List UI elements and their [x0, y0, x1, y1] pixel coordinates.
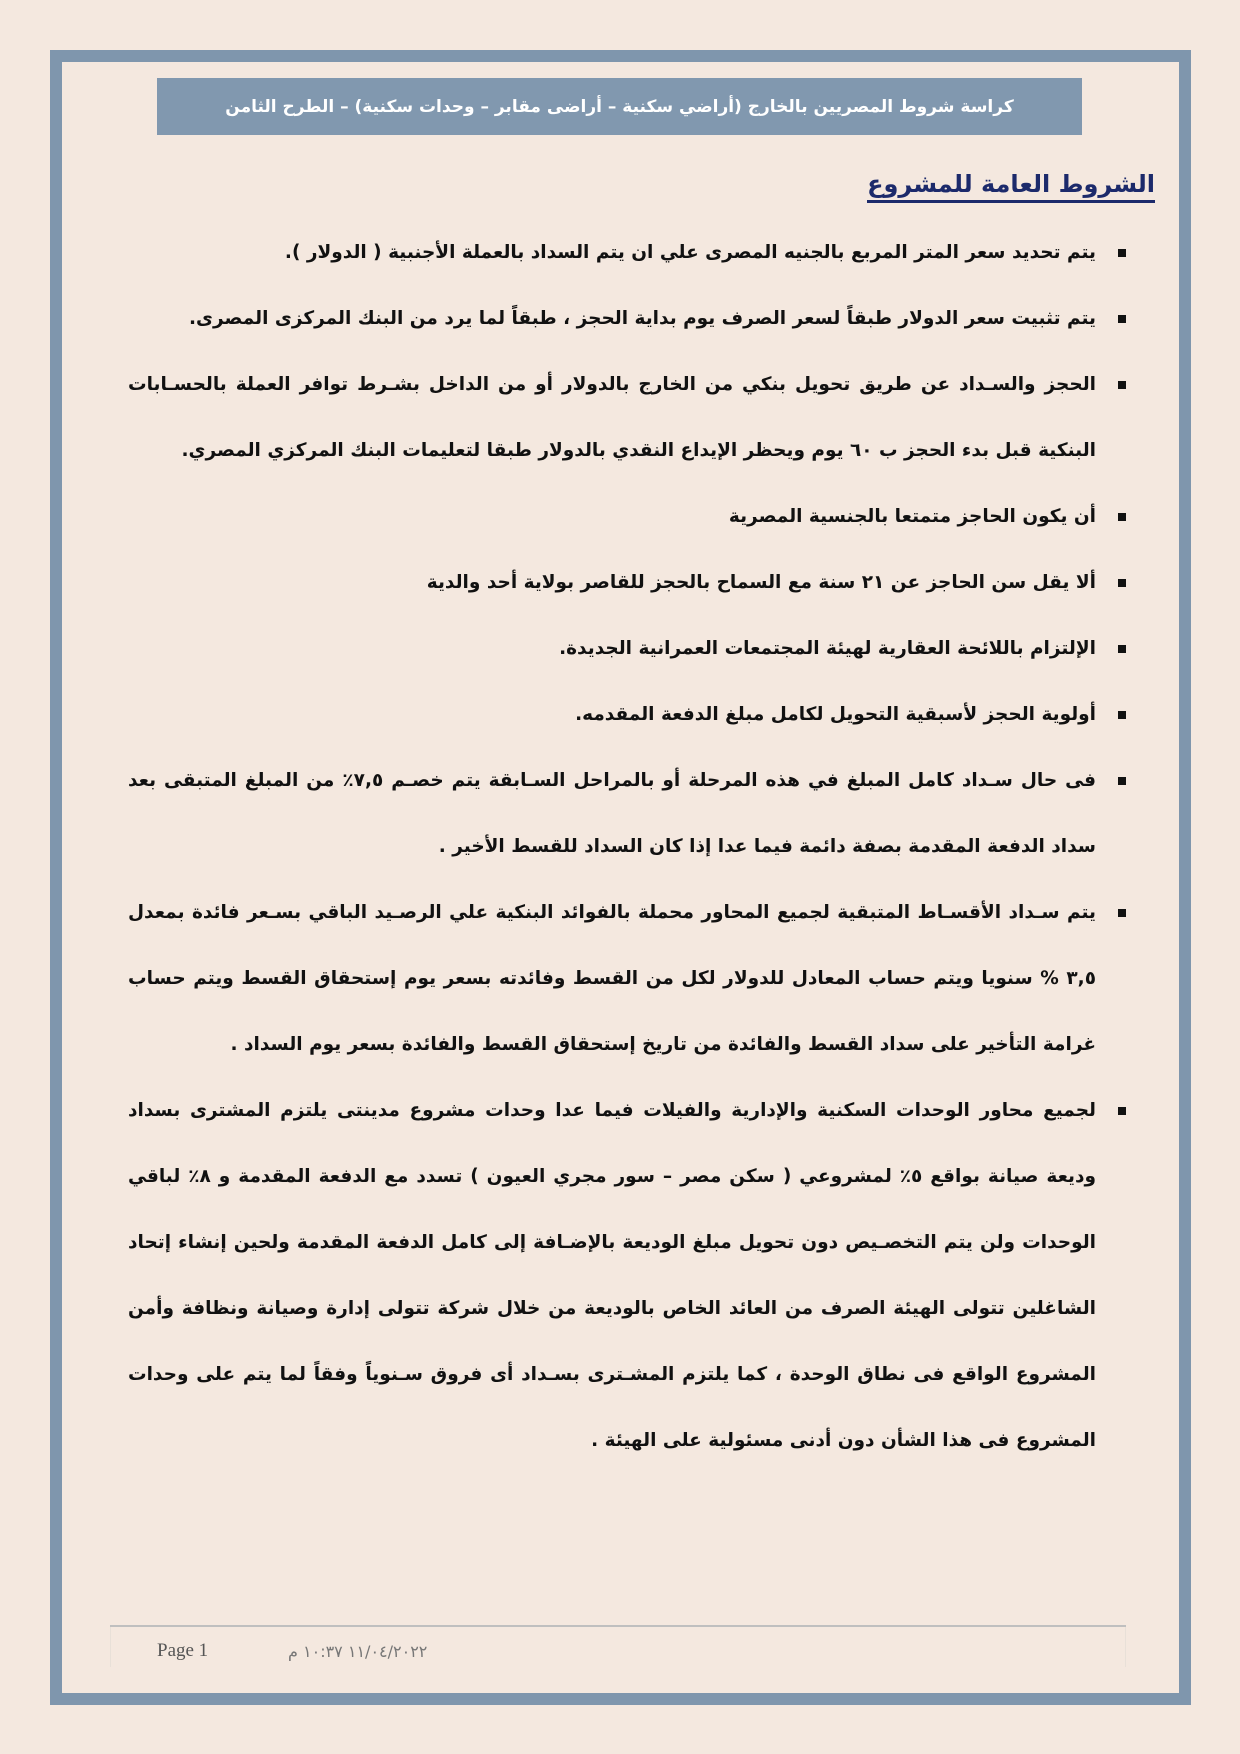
bullet-icon	[1118, 513, 1126, 521]
bullet-icon	[1118, 315, 1126, 323]
item-text: يتم تثبيت سعر الدولار طبقاً لسعر الصرف يوم بداية الحجز ، طبقاً لما يرد من البنك المركزى المصرى.	[189, 308, 1096, 329]
item-text: أولوية الحجز لأسبقية التحويل لكامل مبلغ الدفعة المقدمه.	[575, 704, 1096, 725]
footer-divider	[110, 1625, 1126, 1627]
footer-divider-left	[110, 1627, 111, 1667]
footer-divider-right	[1125, 1627, 1126, 1667]
bullet-icon	[1118, 645, 1126, 653]
item-text: لجميع محاور الوحدات السكنية والإدارية والفيلات فيما عدا وحدات مشروع مدينتى يلتزم المشترى بسداد وديعة صيانة بواقع ٥٪ لمشروعي ( سكن مصر – سور مجري العيون ) تسدد مع الدفعة المقدمة و ٨٪ لباقي الوحدات ولن يتم التخصـيص دون تحويل مبلغ الوديعة بالإضـافة إلى كامل الدفعة المقدمة ولحين إنشاء إتحاد الشاغلين تتولى الهيئة الصرف من العائد الخاص بالوديعة من خلال شركة تتولى إدارة وصيانة ونظافة وأمن المشروع الواقع فى نطاق الوحدة ، كما يلتزم المشـترى بسـداد أى فروق سـنوياً وفقاً لما يتم على وحدات المشروع فى هذا الشأن دون أدنى مسئولية على الهيئة .	[128, 1100, 1096, 1451]
item-text: يتم سـداد الأقسـاط المتبقية لجميع المحاور محملة بالفوائد البنكية علي الرصـيد الباقي بسـعر فائدة بمعدل ٣,٥ % سنويا ويتم حساب المعادل للدولار لكل من القسط وفائدته بسعر يوم إستحقاق القسط ويتم حساب غرامة التأخير على سداد القسط والفائدة من تاريخ إستحقاق القسط والفائدة بسعر يوم السداد .	[128, 902, 1096, 1055]
header-title: كراسة شروط المصريين بالخارج (أراضي سكنية – أراضى مقابر – وحدات سكنية) – الطرح الثامن	[225, 96, 1014, 117]
list-item	[128, 484, 1128, 550]
list-item	[128, 220, 1128, 286]
item-text: الإلتزام باللائحة العقارية لهيئة المجتمعات العمرانية الجديدة.	[559, 638, 1096, 659]
list-item	[128, 1078, 1128, 1474]
bullet-icon	[1118, 711, 1126, 719]
list-item	[128, 286, 1128, 352]
page-number: Page 1	[157, 1640, 209, 1661]
item-text: فى حال سـداد كامل المبلغ في هذه المرحلة أو بالمراحل السـابقة يتم خصـم ٧,٥٪ من المبلغ المتبقى بعد سداد الدفعة المقدمة بصفة دائمة فيما عدا إذا كان السداد للقسط الأخير .	[128, 770, 1096, 857]
list-item	[128, 748, 1128, 880]
bullet-icon	[1118, 777, 1126, 785]
footer-date: ١١/٠٤/٢٠٢٢ ١٠:٣٧ م	[288, 1642, 428, 1661]
bullet-icon	[1118, 381, 1126, 389]
bullet-icon	[1118, 579, 1126, 587]
item-text: يتم تحديد سعر المتر المربع بالجنيه المصرى علي ان يتم السداد بالعملة الأجنبية ( الدولار ).	[284, 242, 1096, 263]
bullet-icon	[1118, 909, 1126, 917]
list-item	[128, 352, 1128, 484]
list-item	[128, 616, 1128, 682]
document-header	[157, 78, 1082, 135]
section-title: الشروط العامة للمشروع	[867, 170, 1155, 203]
list-item	[128, 682, 1128, 748]
terms-list	[128, 220, 1128, 1474]
item-text: ألا يقل سن الحاجز عن ٢١ سنة مع السماح بالحجز للقاصر بولاية أحد والدية	[426, 572, 1096, 593]
list-item	[128, 880, 1128, 1078]
item-text: الحجز والسـداد عن طريق تحويل بنكي من الخارج بالدولار أو من الداخل بشـرط توافر العملة بالحسـابات البنكية قبل بدء الحجز ب ٦٠ يوم ويحظر الإيداع النقدي بالدولار طبقا لتعليمات البنك المركزي المصري.	[128, 374, 1096, 461]
bullet-icon	[1118, 1107, 1126, 1115]
list-item	[128, 550, 1128, 616]
bullet-icon	[1118, 249, 1126, 257]
item-text: أن يكون الحاجز متمتعا بالجنسية المصرية	[728, 506, 1096, 527]
